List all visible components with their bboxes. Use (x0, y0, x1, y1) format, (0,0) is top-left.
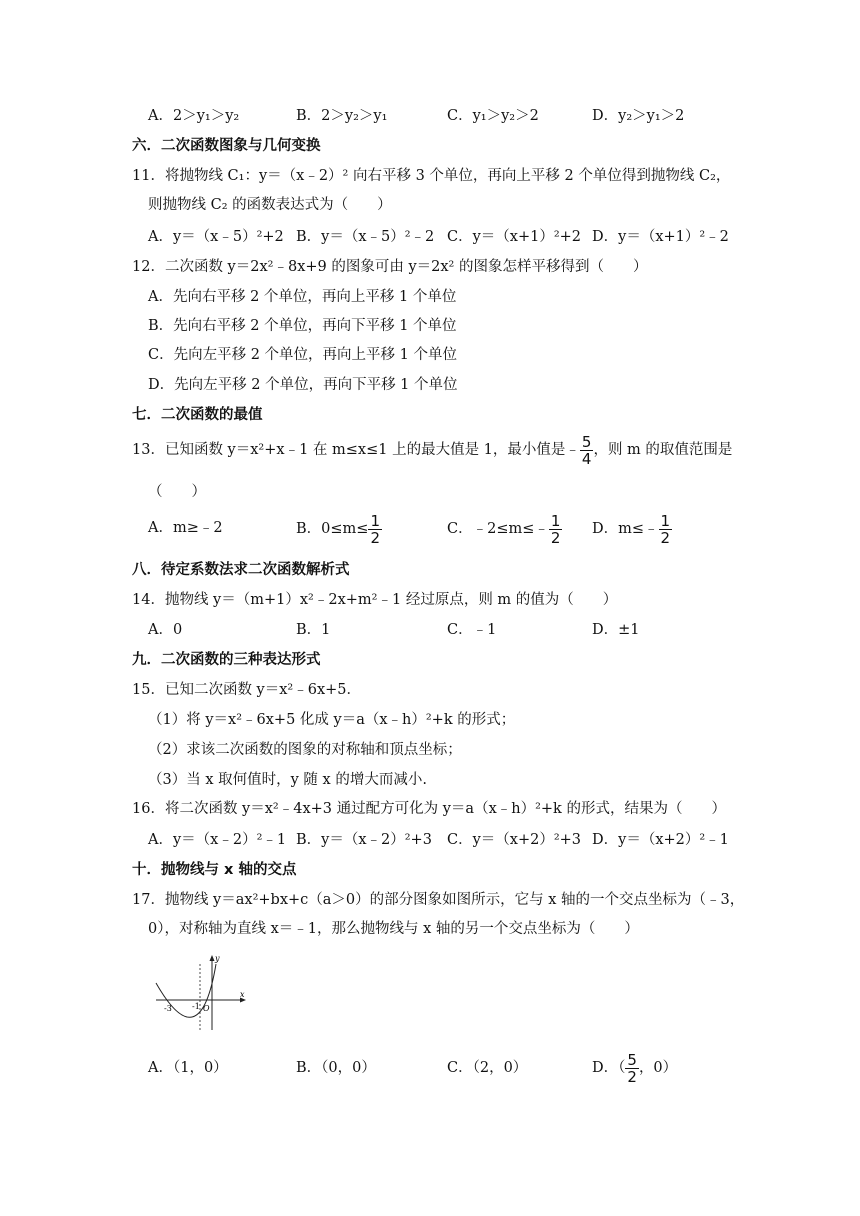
tick-label-minus1: -1 (192, 1002, 200, 1011)
frac-den: 2 (550, 528, 561, 547)
q17-option-d-post: ，0） (638, 1060, 678, 1076)
section-heading-8: 八．待定系数法求二次函数解析式 (132, 562, 350, 578)
q14-option-a: A．0 (148, 622, 183, 638)
frac-num: 1 (370, 511, 380, 530)
origin-label: O (203, 1004, 210, 1013)
q17-option-c: C．（2，0） (447, 1060, 528, 1076)
q13-option-a: A．m≥﹣2 (148, 520, 223, 536)
q16-option-d: D．y＝（x+2）²﹣1 (592, 832, 729, 848)
q17-option-b: B．（0，0） (296, 1060, 376, 1076)
q13-option-c-text: C．﹣2≤m≤﹣ (447, 521, 549, 537)
q10-option-c: C．y₁＞y₂＞2 (447, 108, 539, 124)
q13-paren: （ ） (148, 484, 206, 500)
q13-option-c-fraction (549, 513, 563, 546)
q11-option-d: D．y＝（x+1）²﹣2 (592, 229, 729, 245)
q17-option-a: A．（1，0） (148, 1060, 228, 1076)
section-heading-10: 十．抛物线与 x 轴的交点 (132, 862, 297, 878)
q14-option-b: B．1 (296, 622, 331, 638)
q13-fraction-5-4 (580, 434, 594, 467)
section-heading-7: 七．二次函数的最值 (132, 407, 263, 423)
q13-option-d (592, 510, 672, 548)
q15-part1: （1）将 y＝x²﹣6x+5 化成 y＝a（x﹣h）²+k 的形式； (148, 712, 516, 728)
q17-option-d-pre: D．（ (592, 1060, 626, 1076)
tick-label-minus3: -3 (164, 1004, 172, 1013)
q16-option-c: C．y＝（x+2）²+3 (447, 832, 582, 848)
q10-option-b: B．2＞y₂＞y₁ (296, 108, 388, 124)
q13-option-c (447, 510, 562, 548)
q13-stem-part1: 13．已知函数 y＝x²+x﹣1 在 m≤x≤1 上的最大值是 1，最小值是﹣ (132, 442, 580, 458)
q14-option-c: C．﹣1 (447, 622, 497, 638)
q12-stem: 12．二次函数 y＝2x²﹣8x+9 的图象可由 y＝2x² 的图象怎样平移得到（ ） (132, 259, 648, 275)
frac-num: 1 (660, 511, 671, 530)
q17-stem-line1: 17．抛物线 y＝ax²+bx+c（a＞0）的部分图象如图所示，它与 x 轴的一个交点坐标为（﹣3， (132, 892, 745, 908)
q11-option-c: C．y＝（x+1）²+2 (447, 229, 582, 245)
q13-stem-part2: ，则 m 的取值范围是 (593, 442, 733, 458)
q16-option-b: B．y＝（x﹣2）²+3 (296, 832, 432, 848)
q12-option-d: D．先向左平移 2 个单位，再向下平移 1 个单位 (148, 377, 458, 393)
q13-stem (132, 431, 732, 469)
q13-frac-num: 5 (581, 432, 592, 451)
q13-option-d-fraction (659, 513, 673, 546)
q10-option-d: D．y₂＞y₁＞2 (592, 108, 685, 124)
y-axis-label: y (215, 954, 220, 963)
q13-option-b (296, 510, 382, 548)
frac-den: 2 (370, 528, 380, 547)
q12-option-c: C．先向左平移 2 个单位，再向上平移 1 个单位 (148, 347, 457, 363)
frac-den: 2 (660, 528, 671, 547)
section-heading-6: 六．二次函数图象与几何变换 (132, 138, 321, 154)
q13-option-d-text: D．m≤﹣ (592, 521, 659, 537)
frac-num: 5 (627, 1050, 637, 1069)
q12-option-b: B．先向右平移 2 个单位，再向下平移 1 个单位 (148, 318, 457, 334)
q16-stem: 16．将二次函数 y＝x²﹣4x+3 通过配方可化为 y＝a（x﹣h）²+k 的形式，结果为（ ） (132, 801, 726, 817)
q11-stem-line1: 11．将抛物线 C₁：y＝（x﹣2）² 向右平移 3 个单位，再向上平移 2 个单位得到抛物线 C₂， (132, 168, 731, 184)
frac-num: 1 (550, 511, 561, 530)
q13-option-b-fraction (368, 513, 382, 546)
x-axis-label: x (240, 990, 245, 999)
q15-stem: 15．已知二次函数 y＝x²﹣6x+5． (132, 682, 362, 698)
q14-stem: 14．抛物线 y＝（m+1）x²﹣2x+m²﹣1 经过原点，则 m 的值为（ ） (132, 592, 618, 608)
q10-option-a: A．2＞y₁＞y₂ (148, 108, 240, 124)
q13-frac-den: 4 (581, 449, 592, 468)
q15-part3: （3）当 x 取何值时，y 随 x 的增大而减小. (148, 772, 427, 788)
q17-option-d (592, 1049, 677, 1087)
y-axis-arrow (210, 955, 215, 961)
q16-option-a: A．y＝（x﹣2）²﹣1 (148, 832, 287, 848)
q17-stem-line2: 0），对称轴为直线 x＝﹣1，那么抛物线与 x 轴的另一个交点坐标为（ ） (148, 921, 639, 937)
q17-option-d-fraction (625, 1052, 639, 1085)
q13-option-b-text: B．0≤m≤ (296, 521, 369, 537)
q11-option-a: A．y＝（x﹣5）²+2 (148, 229, 284, 245)
q11-stem-line2: 则抛物线 C₂ 的函数表达式为（ ） (148, 197, 392, 213)
q11-option-b: B．y＝（x﹣5）²﹣2 (296, 229, 435, 245)
q17-parabola-graph (150, 950, 250, 1032)
q15-part2: （2）求该二次函数的图象的对称轴和顶点坐标； (148, 742, 462, 758)
q14-option-d: D．±1 (592, 622, 640, 638)
frac-den: 2 (627, 1067, 637, 1086)
section-heading-9: 九．二次函数的三种表达形式 (132, 652, 321, 668)
q12-option-a: A．先向右平移 2 个单位，再向上平移 1 个单位 (148, 289, 457, 305)
